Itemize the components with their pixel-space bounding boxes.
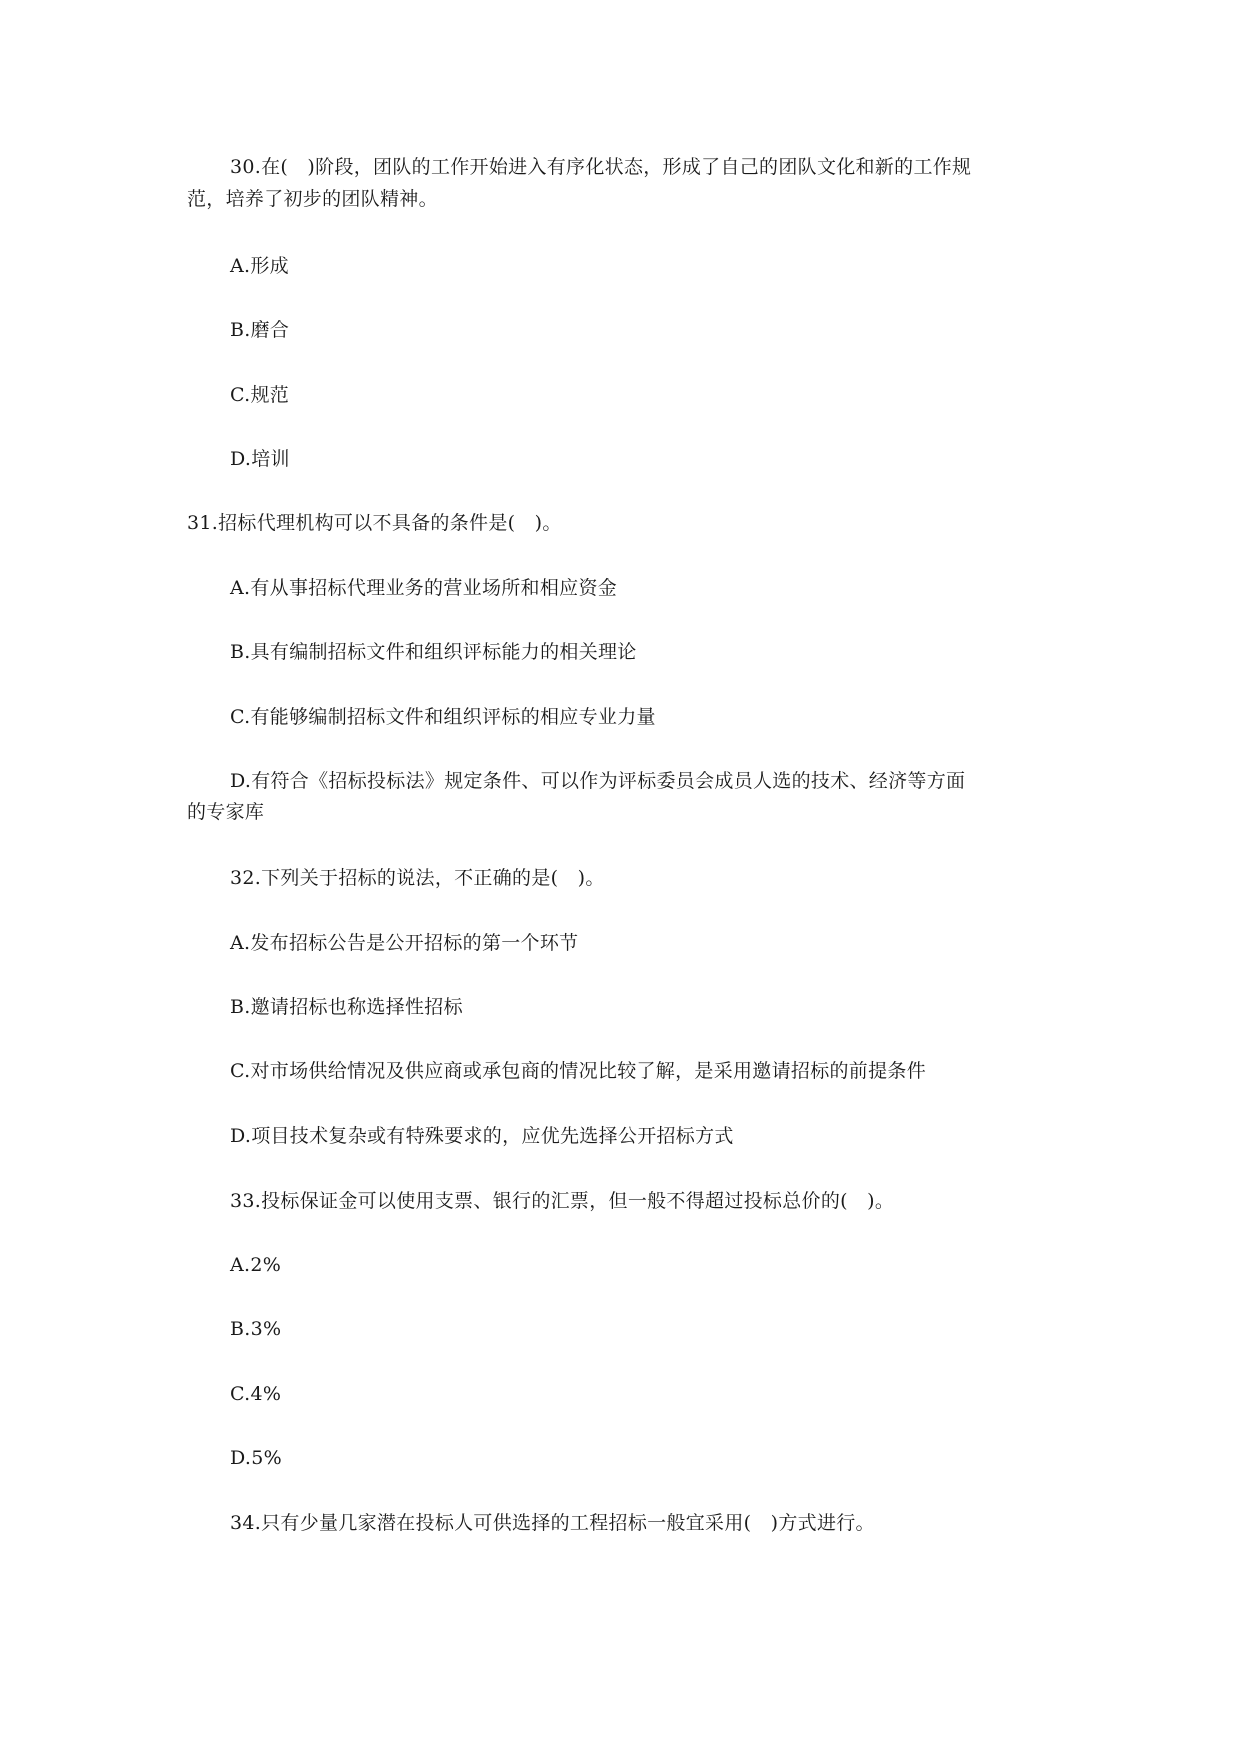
question-31-option-a: A.有从事招标代理业务的营业场所和相应资金: [230, 577, 618, 599]
question-32-stem: 32.下列关于招标的说法，不正确的是( )。: [230, 867, 605, 889]
question-32-option-b: B.邀请招标也称选择性招标: [230, 996, 463, 1018]
question-34-stem: 34.只有少量几家潜在投标人可供选择的工程招标一般宜采用( )方式进行。: [230, 1512, 875, 1534]
question-33-stem: 33.投标保证金可以使用支票、银行的汇票，但一般不得超过投标总价的( )。: [230, 1190, 895, 1212]
question-30-option-a: A.形成: [230, 255, 289, 277]
question-30-stem-continued: 范，培养了初步的团队精神。: [187, 188, 438, 210]
question-31-option-d: D.有符合《招标投标法》规定条件、可以作为评标委员会成员人选的技术、经济等方面: [230, 770, 966, 792]
question-30-option-c: C.规范: [230, 384, 290, 406]
question-30-option-b: B.磨合: [230, 319, 290, 341]
question-31-stem: 31.招标代理机构可以不具备的条件是( )。: [187, 512, 562, 534]
question-30-option-d: D.培训: [230, 448, 290, 470]
question-30-stem: 30.在( )阶段，团队的工作开始进入有序化状态，形成了自己的团队文化和新的工作规: [230, 156, 972, 178]
question-32-option-c: C.对市场供给情况及供应商或承包商的情况比较了解，是采用邀请招标的前提条件: [230, 1060, 927, 1082]
question-31-option-b: B.具有编制招标文件和组织评标能力的相关理论: [230, 641, 637, 663]
question-33-option-a: A.2%: [230, 1254, 282, 1276]
question-33-option-b: B.3%: [230, 1318, 282, 1340]
question-31-option-c: C.有能够编制招标文件和组织评标的相应专业力量: [230, 706, 656, 728]
question-32-option-d: D.项目技术复杂或有特殊要求的，应优先选择公开招标方式: [230, 1125, 734, 1147]
question-33-option-d: D.5%: [230, 1447, 282, 1469]
question-31-option-d-continued: 的专家库: [187, 801, 265, 823]
question-32-option-a: A.发布招标公告是公开招标的第一个环节: [230, 932, 579, 954]
question-33-option-c: C.4%: [230, 1383, 282, 1405]
